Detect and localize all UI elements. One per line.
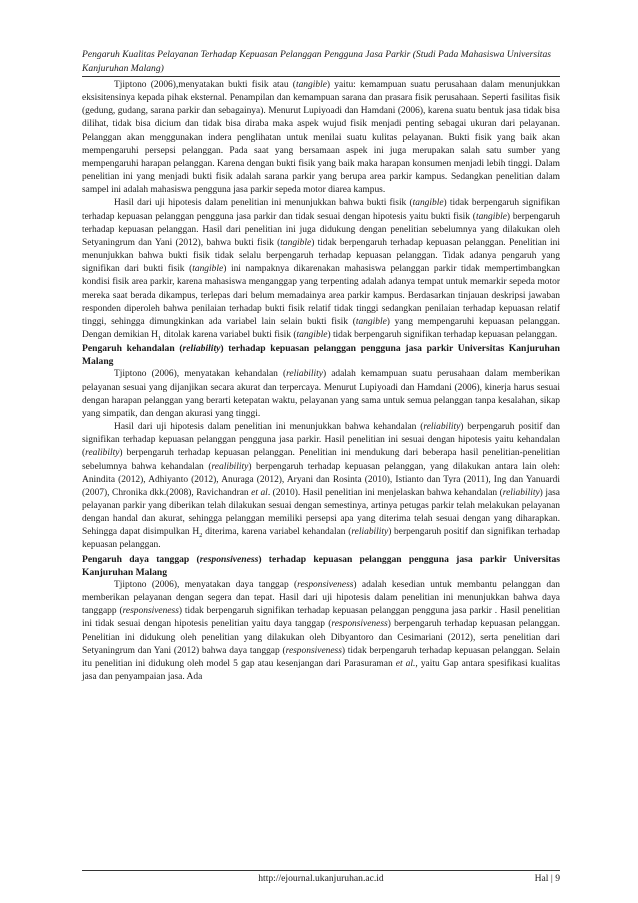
page-footer: [82, 870, 560, 884]
paragraph-reliability-definition: [82, 368, 560, 421]
journal-url-link[interactable]: http://ejournal.ukanjuruhan.ac.id: [258, 873, 384, 884]
text: Pengaruh kehandalan (: [82, 343, 183, 355]
text: ) tidak berpengaruh signifikan terhadap kepuasan pelanggan pengguna jasa parkir dan tidak sesuai dengan hipotesis yaitu bukti fisik (: [82, 198, 560, 222]
text: ) yaitu: kemampuan suatu perusahaan dalam menunjukkan eksisitensinya kepada pihak eksternal. Penampilan dan kemampuan sarana dan prasara fisik perusahaan. Seperti fasilitas fisik (gedung, gudang, sarana parkir dan sebagainya). Menurut Lupiyoadi dan Hamdani (2006), karena suatu bentuk jasa tidak bisa dilihat, tidak bisa dicium dan tidak bisa diraba maka aspek wujud fisik menjadi penting sebagai ukuran dari pelayanan. Pelanggan akan menggunakan indera penglihatan untuk menilai suatu kulitas pelayanan. Bukti fisik yang baik akan mempengaruhi persepsi pelanggan. Pada saat yang bersamaan aspek ini juga merupakan salah satu sumber yang mempengaruhi harapan pelanggan. Karena dengan bukti fisik yang baik maka harapan konsumen menjadi lebih tinggi. Dalam penelitian ini yang menjadi bukti fisik adalah sarana parkir yang berupa area parkir kampus. Sedangkan penelitian dalam sampel ini adalah mahasiswa pengguna jasa parkir sepeda motor diarea kampus.: [82, 80, 560, 196]
subscript: 1: [158, 334, 162, 342]
paragraph-tangible-definition: [82, 79, 560, 197]
term: tangible: [412, 198, 444, 209]
term: responsiveness: [331, 619, 388, 630]
text: ) terhadap kepuasan pelanggan pengguna jasa parkir Universitas Kanjuruhan Malang: [82, 553, 560, 578]
text: ) berpengaruh terhadap kepuasan pelanggan. Hasil dari penelitian ini juga didukung dengan penelitian sebelumnya yang dilakukan oleh Setyaningrum dan Yani (2012), bahwa bukti fisik (: [82, 211, 561, 248]
text: ) adalah kesedian untuk membantu pelanggan dan memberikan pelayanan dengan segera dan tepat. Hasil dari uji hipotesis dalam penelitian ini menunjukkan bahwa daya tanggapp (: [82, 579, 560, 617]
text: Tjiptono (2006), menyatakan daya tanggap (: [114, 579, 298, 590]
paragraph-responsiveness: [82, 579, 560, 684]
text: ) berpengaruh positif dan signifikan terhadap kepuasan pelanggan.: [82, 527, 560, 551]
term: reliability: [286, 369, 323, 380]
paragraph-tangible-result: [82, 197, 560, 342]
term: tangible: [192, 264, 224, 275]
term: reliability: [351, 527, 389, 538]
text: Tjiptono (2006), menyatakan kehandalan (: [114, 369, 287, 380]
term: responsiveness: [199, 553, 259, 565]
paragraph-reliability-result: [82, 421, 560, 553]
text: ) adalah kemampuan suatu perusahaan dalam memberikan pelayanan sesuai yang dijanjikan secara akurat dan terpercaya. Menurut Lupiyoadi dan Hamdani (2006), kinerja harus sesuai dengan harapan pelanggan yang berarti ketepatan waktu, pelayanan yang sama untuk semua pelanggan tanpa kesalahan, sikap yang simpatik, dan dengan akurasi yang tinggi.: [82, 369, 560, 419]
text: ) berpengaruh terhadap kepuasan pelanggan. Penelitian ini mendukung dari beberapa hasil penelitian-penelitian sebelumnya bahwa kehandalan (: [82, 448, 560, 472]
text: ) yang mempengaruhi kepuasan pelanggan. Dengan demikian H: [82, 316, 560, 340]
term: et al: [251, 487, 268, 498]
text: Tjiptono (2006),menyatakan bukti fisik atau (: [114, 80, 296, 90]
section-heading-reliability: [82, 342, 560, 368]
section-heading-responsiveness: [82, 553, 560, 579]
text: Hasil dari uji hipotesis dalam penelitian ini menunjukkan bahwa kehandalan (: [114, 422, 424, 433]
term: reliability: [502, 487, 540, 498]
running-header: Pengaruh Kualitas Pelayanan Terhadap Kepuasan Pelanggan Pengguna Jasa Parkir (Studi Pada Mahasiswa Universitas Kanjuruhan Malang): [82, 48, 560, 77]
text: ) berpengaruh terhadap kepuasan pelanggan. Penelitian ini didukung oleh penelitian yang dilakukan oleh Dibyantoro dan Cesimariani (2012), serta penelitian dari Setyaningrum dan Yani (2012) bahwa daya tanggap (: [82, 619, 560, 656]
text: diterima, karena variabel kehandalan (: [202, 527, 352, 538]
page-number: Hal | 9: [534, 873, 560, 884]
term: responsiveness: [297, 579, 354, 590]
term: realibilty: [85, 448, 120, 459]
term: reliability: [423, 422, 461, 433]
text: ) terhadap kepuasan pelanggan pengguna jasa parkir Universitas Kanjuruhan Malang: [82, 343, 560, 368]
text: , yaitu Gap antara spesifikasi kualitas jasa dan penyampaian jasa. Ada: [82, 658, 561, 683]
text: ) tidak berpengaruh terhadap kepuasan pelanggan. Penelitian ini menunjukkan bahwa bukti fisik tidak selalu berpengaruh terhadap kepuasan pelanggan. Tidak adanya pengaruh yang signifikan dari bukti fisik (: [82, 237, 560, 275]
term: responsiveness: [285, 645, 342, 656]
term: tangible: [296, 329, 328, 340]
text: ) ini nampaknya dikarenakan mahasiswa pelanggan parkir tidak mempertimbangkan kondisi fisik area parkir, karena mahasiswa menganggap yang terpenting adalah adanya tempat untuk memarkir sepeda motor mereka saat berada dikampus, terlepas dari belum memadainya area parkir kampus. Berdasarkan tinjauan deskripsi jawaban responden diperoleh bahwa penilaian terhadap bukti fisik relatif tidak tinggi sedangkan penilaian terhadap kepuasan relatif tinggi, sehingga dimungkinkan ada variabel lain selain bukti fisik (: [82, 264, 560, 327]
text: ) jasa pelayanan parkir yang diberikan telah dilakukan sesuai dengan semestinya, artinya petugas parkir telah melakukan pelayanan dengan handal dan akurat, sehingga pelanggan memiliki persepsi apa yang diterima telah sesuai dengan yang diharapkan. Sehingga dapat disimpulkan H: [82, 487, 560, 538]
term: realibility: [211, 461, 249, 472]
term: tangible: [475, 211, 507, 222]
article-body: [82, 79, 560, 684]
text: ) tidak berpengaruh signifikan terhadap kepuasan pelanggan.: [327, 329, 558, 340]
text: ) berpengaruh positif dan signifikan terhadap kepuasan pelanggan pengguna jasa parkir. Hasil penelitian ini sesuai dengan hipotesis yaitu kehandalan (: [82, 422, 560, 459]
term: reliability: [182, 343, 221, 355]
text: ditolak karena variabel bukti fisik (: [161, 329, 297, 340]
text: Pengaruh daya tanggap (: [82, 553, 200, 565]
term: et al.: [395, 658, 416, 669]
text: ) tidak berpengaruh signifikan terhadap kepuasan pelanggan pengguna jasa parkir . Hasil penelitian ini tidak sesuai dengan hipotesis penelitian yaitu daya tanggap (: [82, 606, 560, 630]
text: Hasil dari uji hipotesis dalam penelitian ini menunjukkan bahwa bukti fisik (: [114, 198, 413, 209]
term: tangible: [280, 237, 312, 248]
term: tangible: [295, 80, 327, 90]
subscript: 2: [199, 532, 203, 540]
journal-page: [82, 48, 560, 684]
text: ) tidak berpengaruh terhadap kepuasan pelanggan. Selain itu penelitian ini didukung oleh model 5 gap atau kesenjangan dari Parasuraman: [82, 645, 561, 669]
term: responsiveness: [122, 606, 179, 617]
text: . (2010). Hasil penelitian ini menjelaskan bahwa kehandalan (: [267, 487, 503, 498]
text: ) berpengaruh terhadap kepuasan pelanggan, yang dilakukan antara lain oleh: Anindita (2012), Adhiyanto (2012), Anuraga (2012), Aryani dan Rosinta (2010), Istianto dan Tyra (2011), Ing dan Yanuardi (2007), Chronika dkk.(2008), Ravichandran: [82, 461, 560, 498]
term: tangible: [355, 316, 387, 327]
